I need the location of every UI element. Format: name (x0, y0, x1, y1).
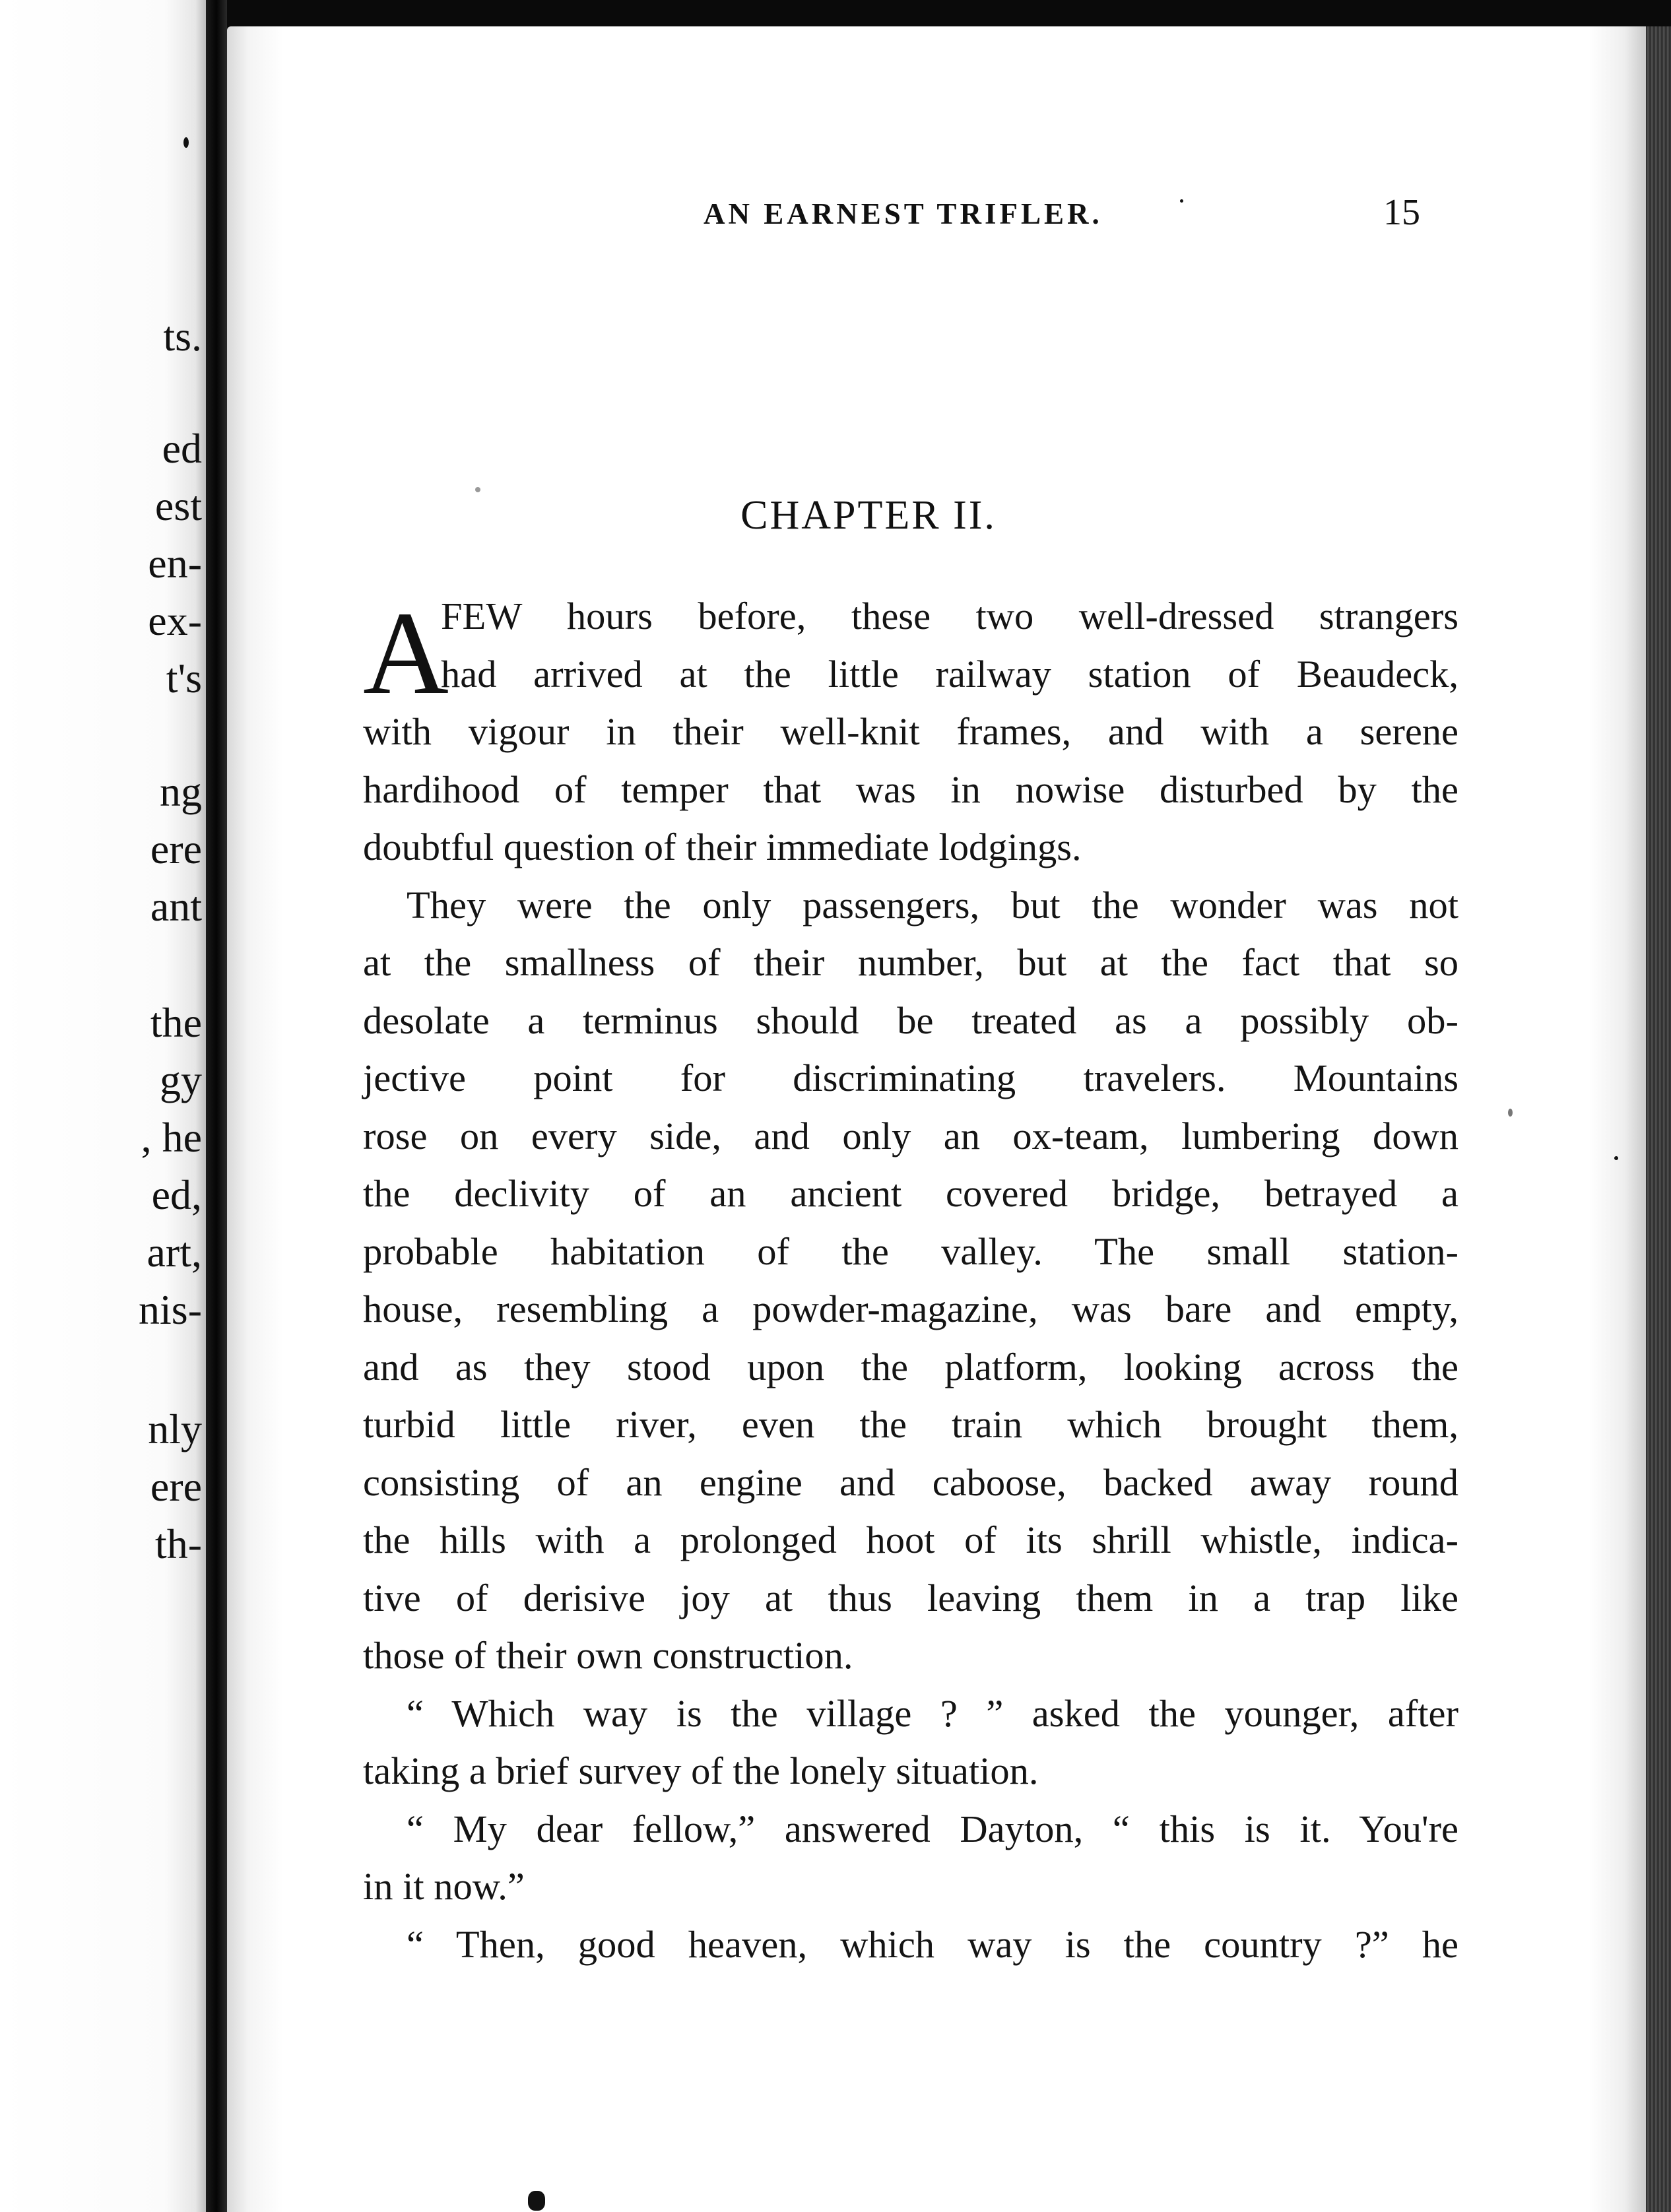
running-head: AN EARNEST TRIFLER. (704, 197, 1103, 230)
chapter-title: CHAPTER II. (740, 493, 997, 538)
left-page-fragment: ere (150, 1463, 202, 1510)
text-line: FEW hours before, these two well-dressed strangers (441, 595, 1458, 637)
text-line: doubtful question of their immediate lodgings. (363, 826, 1082, 868)
left-page-fragment: ng (160, 768, 202, 815)
text-line: hardihood of temper that was in nowise disturbed by the (363, 767, 1458, 811)
left-page-fragment: ed (162, 425, 202, 472)
text-line: in it now.” (363, 1865, 525, 1908)
text-line: and as they stood upon the platform, looking across the (363, 1345, 1458, 1388)
page-number: 15 (1383, 192, 1420, 233)
text-line: with vigour in their well-knit frames, and with a serene (363, 710, 1458, 753)
scan-speck (1180, 199, 1183, 203)
text-line: taking a brief survey of the lonely situation. (363, 1749, 1039, 1792)
text-line: consisting of an engine and caboose, backed away round (363, 1460, 1458, 1504)
text-line: “ Then, good heaven, which way is the country ?” he (407, 1922, 1458, 1966)
text-line: “ My dear fellow,” answered Dayton, “ this is it. You're (407, 1807, 1458, 1850)
text-line: those of their own construction. (363, 1634, 853, 1677)
left-page-fragment: ex- (148, 597, 202, 644)
text-line: desolate a terminus should be treated as a possibly ob- (363, 998, 1458, 1042)
scan-speck (475, 487, 480, 492)
left-page-fragment: gy (160, 1057, 202, 1103)
text-line: rose on every side, and only an ox-team, lumbering down (363, 1114, 1458, 1157)
book-gutter (206, 0, 227, 2212)
scan-speck (183, 137, 189, 148)
drop-cap: A (363, 587, 449, 719)
left-page-fragment: , he (141, 1114, 202, 1161)
text-line: house, resembling a powder-magazine, was bare and empty, (363, 1287, 1458, 1330)
left-page (0, 0, 206, 2212)
text-line: the declivity of an ancient covered bridge, betrayed a (363, 1172, 1458, 1215)
text-line: probable habitation of the valley. The small station- (363, 1229, 1458, 1273)
left-page-fragment: nis- (139, 1286, 202, 1333)
text-line: tive of derisive joy at thus leaving them in a trap like (363, 1576, 1458, 1619)
text-line: jective point for discriminating travelers. Mountains (363, 1057, 1458, 1099)
text-line: They were the only passengers, but the wonder was not (407, 883, 1458, 927)
left-page-fragment: ere (150, 826, 202, 872)
left-page-fragment: ant (150, 883, 202, 930)
left-page-fragment: nly (148, 1406, 202, 1452)
scan-speck (1614, 1156, 1618, 1160)
scan-speck (1508, 1109, 1513, 1117)
left-page-fragment: the (150, 999, 202, 1046)
left-page-fragment: t's (166, 655, 202, 701)
chapter-body (363, 587, 1458, 1973)
text-line: at the smallness of their number, but at the fact that so (363, 941, 1458, 984)
text-line: “ Which way is the village ? ” asked the younger, after (407, 1691, 1458, 1735)
page-edge (1646, 26, 1671, 2212)
text-line: turbid little river, even the train which brought them, (363, 1403, 1458, 1446)
left-page-fragment: ts. (163, 313, 202, 360)
scan-speck (528, 2191, 545, 2211)
left-page-fragment: th- (154, 1520, 202, 1567)
text-line: had arrived at the little railway station of Beaudeck, (441, 652, 1458, 696)
left-page-fragment: en- (148, 540, 202, 587)
left-page-fragment: art, (147, 1229, 202, 1276)
left-page-fragment: ed, (151, 1171, 202, 1218)
text-line: the hills with a prolonged hoot of its shrill whistle, indica- (363, 1518, 1458, 1561)
left-page-fragment: est (154, 482, 202, 529)
